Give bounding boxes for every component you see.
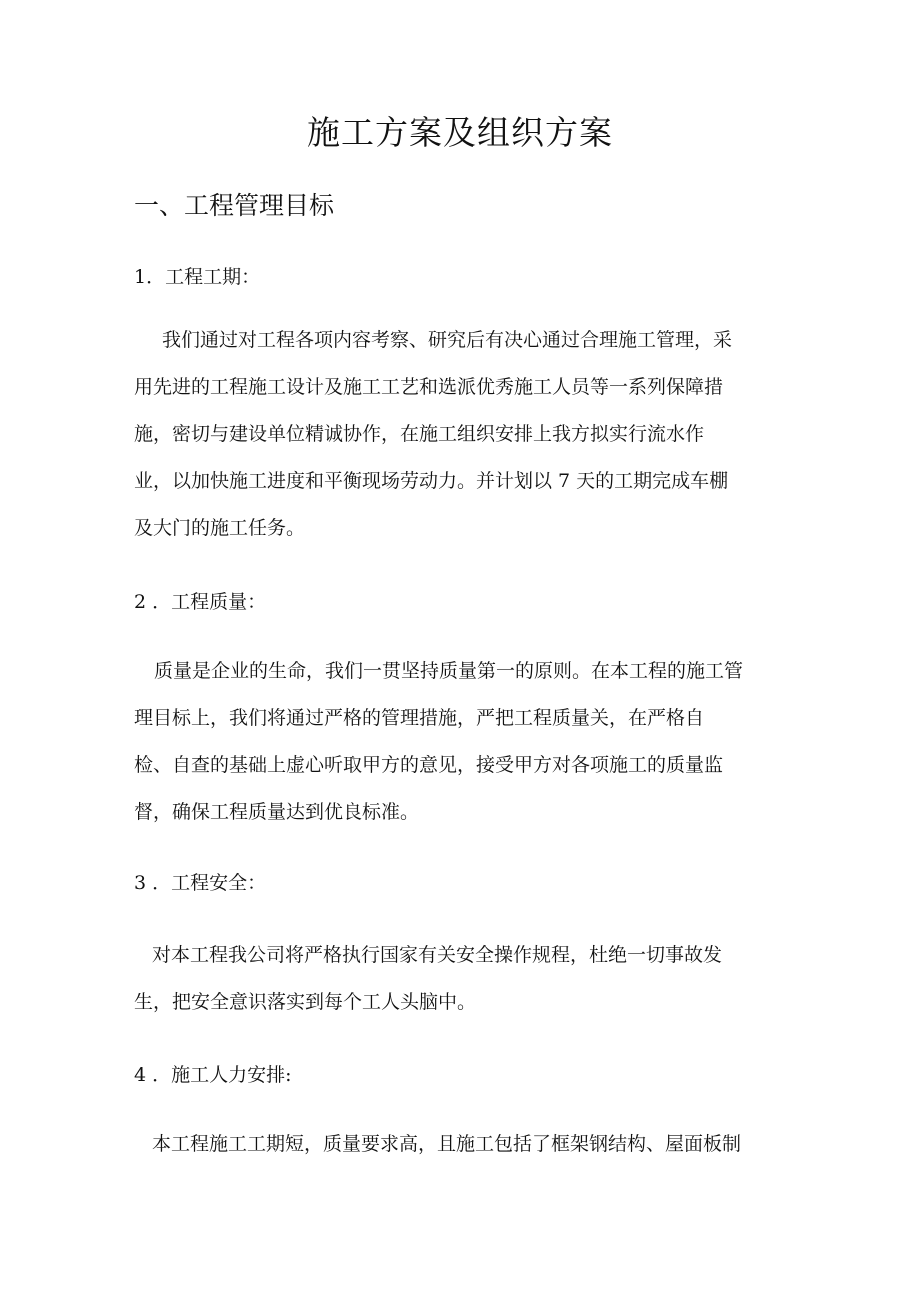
paragraph-quality [134,648,774,836]
paragraph-line: 生，把安全意识落实到每个工人头脑中。 [134,991,477,1013]
document-title: 施工方案及组织方案 [307,113,613,152]
paragraph-line: 检、自查的基础上虚心听取甲方的意见，接受甲方对各项施工的质量监 [134,754,724,776]
paragraph-line: 督，确保工程质量达到优良标准。 [134,801,420,823]
paragraph-line: 理目标上，我们将通过严格的管理措施，严把工程质量关，在严格自 [134,707,705,729]
paragraph-line: 用先进的工程施工设计及施工工艺和选派优秀施工人员等一系列保障措 [134,376,724,398]
item-heading-safety: 3 ．工程安全： [134,872,267,894]
paragraph-staffing [134,1121,774,1168]
paragraph-line: 本工程施工工期短，质量要求高，且施工包括了框架钢结构、屋面板制 [152,1133,742,1155]
item-heading-quality: 2 ．工程质量： [134,591,267,613]
item-heading-schedule: 1．工程工期： [134,266,261,288]
paragraph-safety [134,932,774,1026]
paragraph-line: 业，以加快施工进度和平衡现场劳动力。并计划以 7 天的工期完成车棚 [134,470,729,492]
paragraph-line: 质量是企业的生命，我们一贯坚持质量第一的原则。在本工程的施工管 [154,660,744,682]
paragraph-line: 及大门的施工任务。 [134,517,306,539]
paragraph-schedule [134,317,774,552]
item-heading-staffing: 4 ．施工人力安排: [134,1064,292,1086]
paragraph-line: 我们通过对工程各项内容考察、研究后有决心通过合理施工管理，采 [162,329,733,351]
section-heading: 一、工程管理目标 [134,191,335,220]
paragraph-line: 对本工程我公司将严格执行国家有关安全操作规程，杜绝一切事故发 [152,944,723,966]
paragraph-line: 施，密切与建设单位精诚协作，在施工组织安排上我方拟实行流水作 [134,423,705,445]
